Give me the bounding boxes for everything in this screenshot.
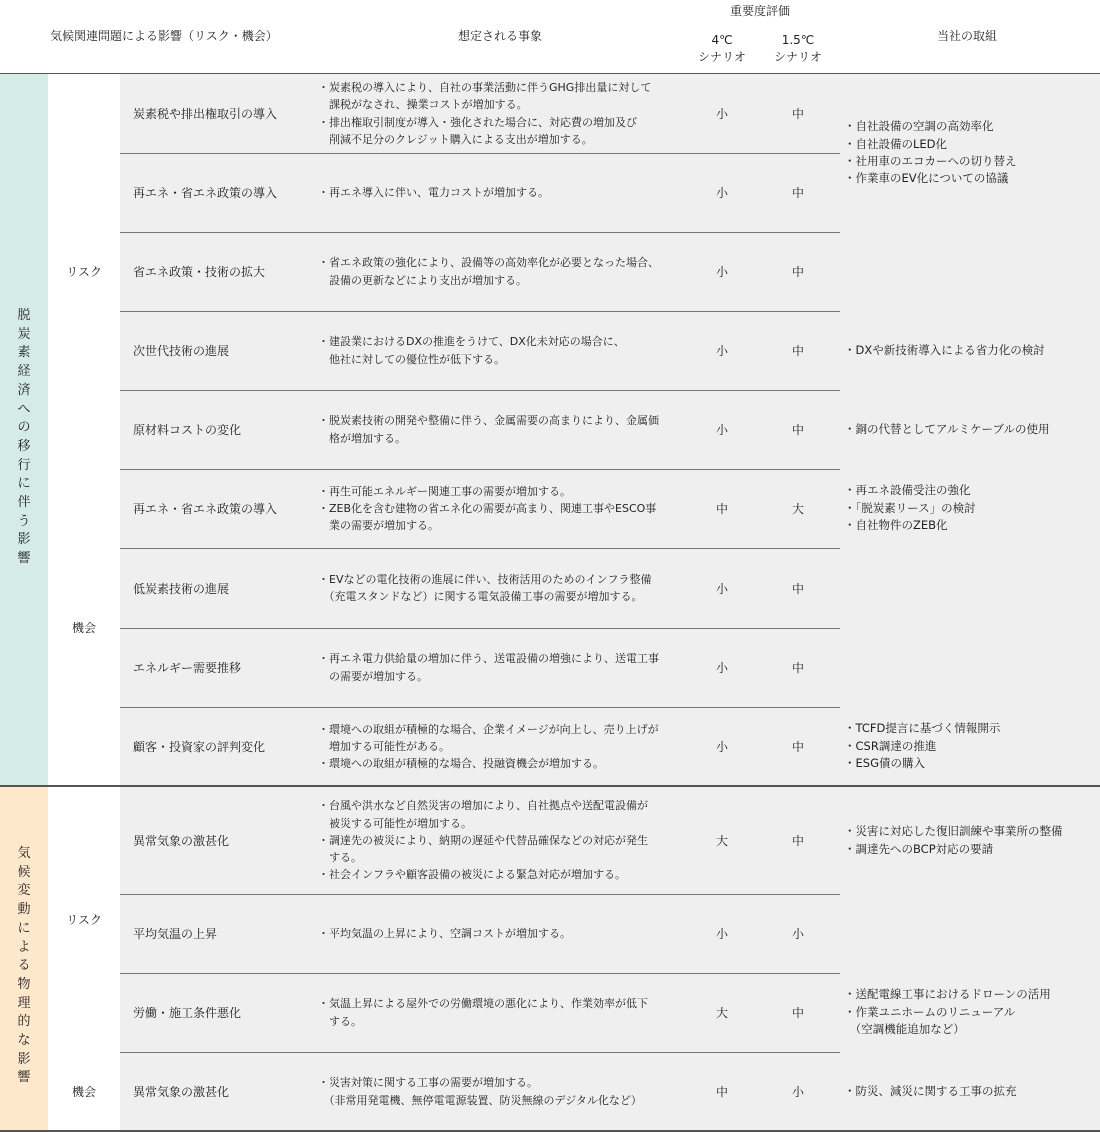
event-line: ・再エネ導入に伴い、電力コストが増加する。 [318, 185, 549, 199]
assumed-events [318, 707, 678, 786]
event-line: ・社会インフラや顧客設備の被災による緊急対応が増加する。 [318, 868, 626, 882]
event-line: 増加する可能性がある。 [318, 739, 450, 753]
score-4c: 小 [715, 344, 728, 358]
score-1-5c: 小 [791, 927, 804, 941]
header-action: 当社の取組 [936, 29, 997, 43]
type-cell: 機会 [48, 469, 120, 786]
score-1-5c: 中 [791, 1006, 804, 1020]
event-line: ・建設業におけるDXの推進をうけて、DX化未対応の場合に、 [318, 335, 625, 349]
score-1-5c: 中 [791, 107, 804, 121]
action-line: ・作業車のEV化についての協議 [844, 171, 1009, 186]
event-line: （非常用発電機、無停電電源装置、防災無線のデジタル化など） [318, 1093, 642, 1107]
table-row [120, 628, 1100, 707]
action-cell [844, 469, 1096, 548]
score-1-5c: 大 [791, 502, 804, 516]
score-1-5c: 中 [791, 661, 804, 675]
event-line: ・省エネ政策の強化により、設備等の高効率化が必要となった場合、 [318, 256, 659, 270]
action-line: ・自社設備のLED化 [844, 136, 948, 151]
table-row [120, 548, 1100, 628]
action-line: ・自社設備の空調の高効率化 [844, 119, 994, 134]
score-4c: 小 [715, 107, 728, 121]
header-scenario-1-5c: 1.5℃ シナリオ [774, 33, 822, 64]
risk-item: 異常気象の激甚化 [133, 1085, 230, 1099]
type-cell: リスク [48, 787, 120, 1052]
risk-item: 再エネ・省エネ政策の導入 [133, 186, 278, 200]
event-line: する。 [318, 1014, 362, 1028]
risk-item: 顧客・投資家の評判変化 [133, 740, 266, 754]
score-4c: 大 [715, 834, 728, 848]
assumed-events [318, 74, 678, 153]
score-1-5c: 中 [791, 740, 804, 754]
score-1-5c: 中 [791, 834, 804, 848]
event-line: ・炭素税の導入により、自社の事業活動に伴うGHG排出量に対して [318, 81, 652, 95]
action-cell [844, 707, 1096, 786]
action-line: ・作業ユニホームのリニューアル [844, 1004, 1016, 1019]
assumed-events [318, 787, 678, 894]
risk-item: 再エネ・省エネ政策の導入 [133, 502, 278, 516]
event-line: （充電スタンドなど）に関する電気設備工事の需要が増加する。 [318, 590, 643, 603]
table-row [120, 894, 1100, 973]
action-line: ・送配電線工事におけるドローンの活用 [844, 987, 1051, 1002]
header-event: 想定される事象 [457, 29, 542, 43]
score-1-5c: 中 [791, 186, 804, 200]
event-line: ・再エネ電力供給量の増加に伴う、送電設備の増強により、送電工事 [318, 652, 659, 666]
action-line: ・ESG債の購入 [844, 756, 925, 771]
event-line: 他社に対しての優位性が低下する。 [318, 352, 505, 366]
event-line: ・ZEB化を含む建物の省エネ化の需要が高まり、関連工事やESCO事 [318, 501, 657, 515]
action-line: ・CSR調達の推進 [844, 738, 937, 753]
assumed-events [318, 548, 678, 628]
event-line: ・台風や洪水など自然災害の増加により、自社拠点や送配電設備が [318, 799, 648, 813]
assumed-events [318, 973, 678, 1052]
header-impact: 気候関連問題による影響（リスク・機会） [50, 29, 278, 43]
event-line: する。 [318, 851, 362, 865]
risk-item: 次世代技術の進展 [133, 344, 230, 358]
action-line: ・再エネ設備受注の強化 [844, 483, 971, 498]
action-line: ・銅の代替としてアルミケーブルの使用 [844, 421, 1050, 436]
category-label: 脱 炭 素 経 済 へ の 移 行 に 伴 う 影 響 [17, 308, 31, 567]
action-line: ・防災、減災に関する工事の拡充 [844, 1083, 1017, 1098]
event-line: ・EVなどの電化技術の進展に伴い、技術活用のためのインフラ整備 [318, 572, 652, 586]
assumed-events [318, 894, 678, 973]
risk-item: 労働・施工条件悪化 [133, 1006, 242, 1020]
event-line: の需要が増加する。 [318, 669, 428, 683]
score-1-5c: 中 [791, 344, 804, 358]
action-line: ・「脱炭素リース」の検討 [844, 500, 976, 515]
action-line: （空調機能追加など） [844, 1022, 965, 1037]
action-cell [844, 973, 1096, 1052]
event-line: ・災害対策に関する工事の需要が増加する。 [318, 1076, 538, 1090]
assumed-events [318, 153, 678, 232]
action-cell [844, 311, 1096, 390]
score-1-5c: 中 [791, 265, 804, 279]
risk-item: 炭素税や排出権取引の導入 [133, 107, 278, 121]
score-4c: 中 [715, 1085, 728, 1099]
event-line: ・平均気温の上昇により、空調コストが増加する。 [318, 926, 571, 940]
table-header [0, 0, 1100, 75]
score-4c: 小 [715, 581, 728, 596]
assumed-events [318, 390, 678, 469]
action-line: ・調達先へのBCP対応の要請 [844, 841, 994, 856]
table-row [120, 232, 1100, 311]
score-4c: 小 [715, 927, 728, 941]
event-line: ・脱炭素技術の開発や整備に伴う、金属需要の高まりにより、金属価 [318, 414, 659, 428]
type-cell: リスク [48, 74, 120, 469]
event-line: 削減不足分のクレジット購入による支出が増加する。 [318, 132, 593, 146]
assumed-events [318, 628, 678, 707]
score-4c: 小 [715, 186, 728, 200]
score-4c: 小 [715, 423, 728, 437]
event-line: ・環境への取組が積極的な場合、投融資機会が増加する。 [318, 757, 604, 771]
section-divider [0, 785, 1100, 787]
action-line: ・自社物件のZEB化 [844, 518, 948, 533]
action-line: ・災害に対応した復旧訓練や事業所の整備 [844, 824, 1063, 839]
event-line: ・再生可能エネルギー関連工事の需要が増加する。 [318, 484, 571, 498]
event-line: 設備の更新などにより支出が増加する。 [318, 273, 527, 287]
action-cell [844, 390, 1096, 469]
header-scenario-4c: 4℃ シナリオ [698, 33, 746, 64]
action-cell [844, 74, 1096, 232]
event-line: ・調達先の被災により、納期の遅延や代替品確保などの対応が発生 [318, 833, 648, 847]
action-line: ・DXや新技術導入による省力化の検討 [844, 342, 1045, 357]
action-line: ・TCFD提言に基づく情報開示 [844, 721, 1001, 736]
type-cell: 機会 [48, 1052, 120, 1131]
score-4c: 大 [715, 1006, 728, 1020]
score-1-5c: 中 [791, 581, 804, 596]
risk-item: 原材料コストの変化 [133, 423, 242, 437]
assumed-events [318, 1052, 678, 1131]
event-line: 業の需要が増加する。 [318, 519, 439, 533]
risk-item: 平均気温の上昇 [133, 927, 218, 941]
risk-item: エネルギー需要推移 [133, 661, 242, 675]
score-4c: 中 [715, 502, 728, 516]
category-label: 気 候 変 動 に よ る 物 理 的 な 影 響 [17, 846, 31, 1086]
action-cell [844, 1052, 1096, 1131]
event-line: ・環境への取組が積極的な場合、企業イメージが向上し、売り上げが [318, 722, 659, 736]
score-1-5c: 小 [791, 1085, 804, 1099]
event-line: 課税がなされ、操業コストが増加する。 [318, 98, 528, 112]
action-line: ・社用車のエコカーへの切り替え [844, 154, 1017, 168]
score-4c: 小 [715, 740, 728, 754]
score-1-5c: 中 [791, 423, 804, 437]
risk-item: 異常気象の激甚化 [133, 834, 230, 848]
assumed-events [318, 232, 678, 311]
header-importance: 重要度評価 [729, 4, 790, 18]
event-line: ・気温上昇による屋外での労働環境の悪化により、作業効率が低下 [318, 997, 648, 1011]
risk-item: 省エネ政策・技術の拡大 [133, 265, 266, 279]
score-4c: 小 [715, 661, 728, 675]
assumed-events [318, 311, 678, 390]
risk-item: 低炭素技術の進展 [133, 581, 230, 596]
event-line: ・排出権取引制度が導入・強化された場合に、対応費の増加及び [318, 115, 637, 129]
action-cell [844, 787, 1096, 894]
assumed-events [318, 469, 678, 548]
event-line: 被災する可能性が増加する。 [318, 816, 472, 830]
event-line: 格が増加する。 [318, 431, 406, 445]
score-4c: 小 [715, 265, 728, 279]
